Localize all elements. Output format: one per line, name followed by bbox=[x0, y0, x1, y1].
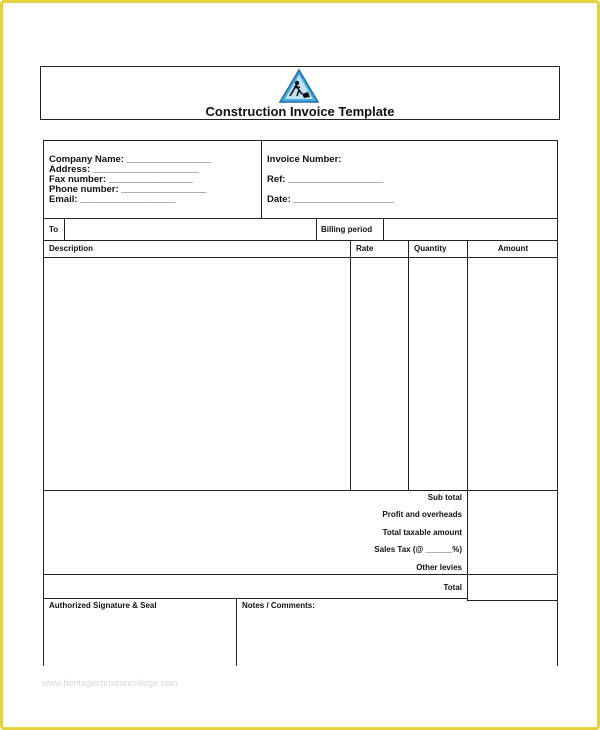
divider-notes bbox=[236, 598, 237, 666]
column-description: Description bbox=[49, 244, 94, 253]
divider-totals bbox=[43, 574, 558, 575]
column-quantity: Quantity bbox=[414, 244, 447, 253]
construction-worker-sign-icon bbox=[278, 68, 320, 104]
other-levies-label: Other levies bbox=[416, 563, 462, 572]
sales-tax-label: Sales Tax (@ ______%) bbox=[374, 545, 462, 554]
date-field[interactable]: Date: ___________________ bbox=[267, 194, 394, 205]
watermark: www.heritagechristiancollege.com bbox=[42, 678, 178, 688]
divider-rate bbox=[350, 240, 351, 490]
total-label: Total bbox=[443, 583, 462, 592]
notes-label: Notes / Comments: bbox=[242, 601, 315, 610]
fax-field[interactable]: Fax number: ________________ bbox=[49, 174, 194, 185]
divider-company bbox=[43, 218, 558, 219]
invoice-number-field[interactable]: Invoice Number: bbox=[267, 154, 342, 165]
email-field[interactable]: Email: __________________ bbox=[49, 194, 176, 205]
divider-total-box bbox=[467, 600, 558, 601]
company-name-field[interactable]: Company Name: ________________ bbox=[49, 154, 212, 165]
divider-to bbox=[43, 240, 558, 241]
column-rate: Rate bbox=[356, 244, 374, 253]
divider-footer bbox=[43, 598, 467, 599]
divider-billing-right bbox=[383, 218, 384, 240]
divider-quantity bbox=[408, 240, 409, 490]
address-field[interactable]: Address: ____________________ bbox=[49, 164, 199, 175]
document-title: Construction Invoice Template bbox=[205, 104, 395, 119]
billing-period-label: Billing period bbox=[321, 225, 373, 234]
profit-label: Profit and overheads bbox=[382, 510, 462, 519]
column-amount: Amount bbox=[497, 244, 529, 253]
ref-field[interactable]: Ref: __________________ bbox=[267, 174, 384, 185]
divider-billing-left bbox=[316, 218, 317, 240]
divider-company-invoice bbox=[261, 140, 262, 218]
divider-columns bbox=[43, 257, 558, 258]
divider-amount bbox=[467, 240, 468, 600]
divider-items bbox=[43, 490, 558, 491]
sub-total-label: Sub total bbox=[427, 493, 462, 502]
phone-field[interactable]: Phone number: ________________ bbox=[49, 184, 206, 195]
divider-to-label bbox=[64, 218, 65, 240]
taxable-amount-label: Total taxable amount bbox=[382, 528, 462, 537]
to-label: To bbox=[49, 225, 59, 234]
signature-label: Authorized Signature & Seal bbox=[49, 601, 157, 610]
